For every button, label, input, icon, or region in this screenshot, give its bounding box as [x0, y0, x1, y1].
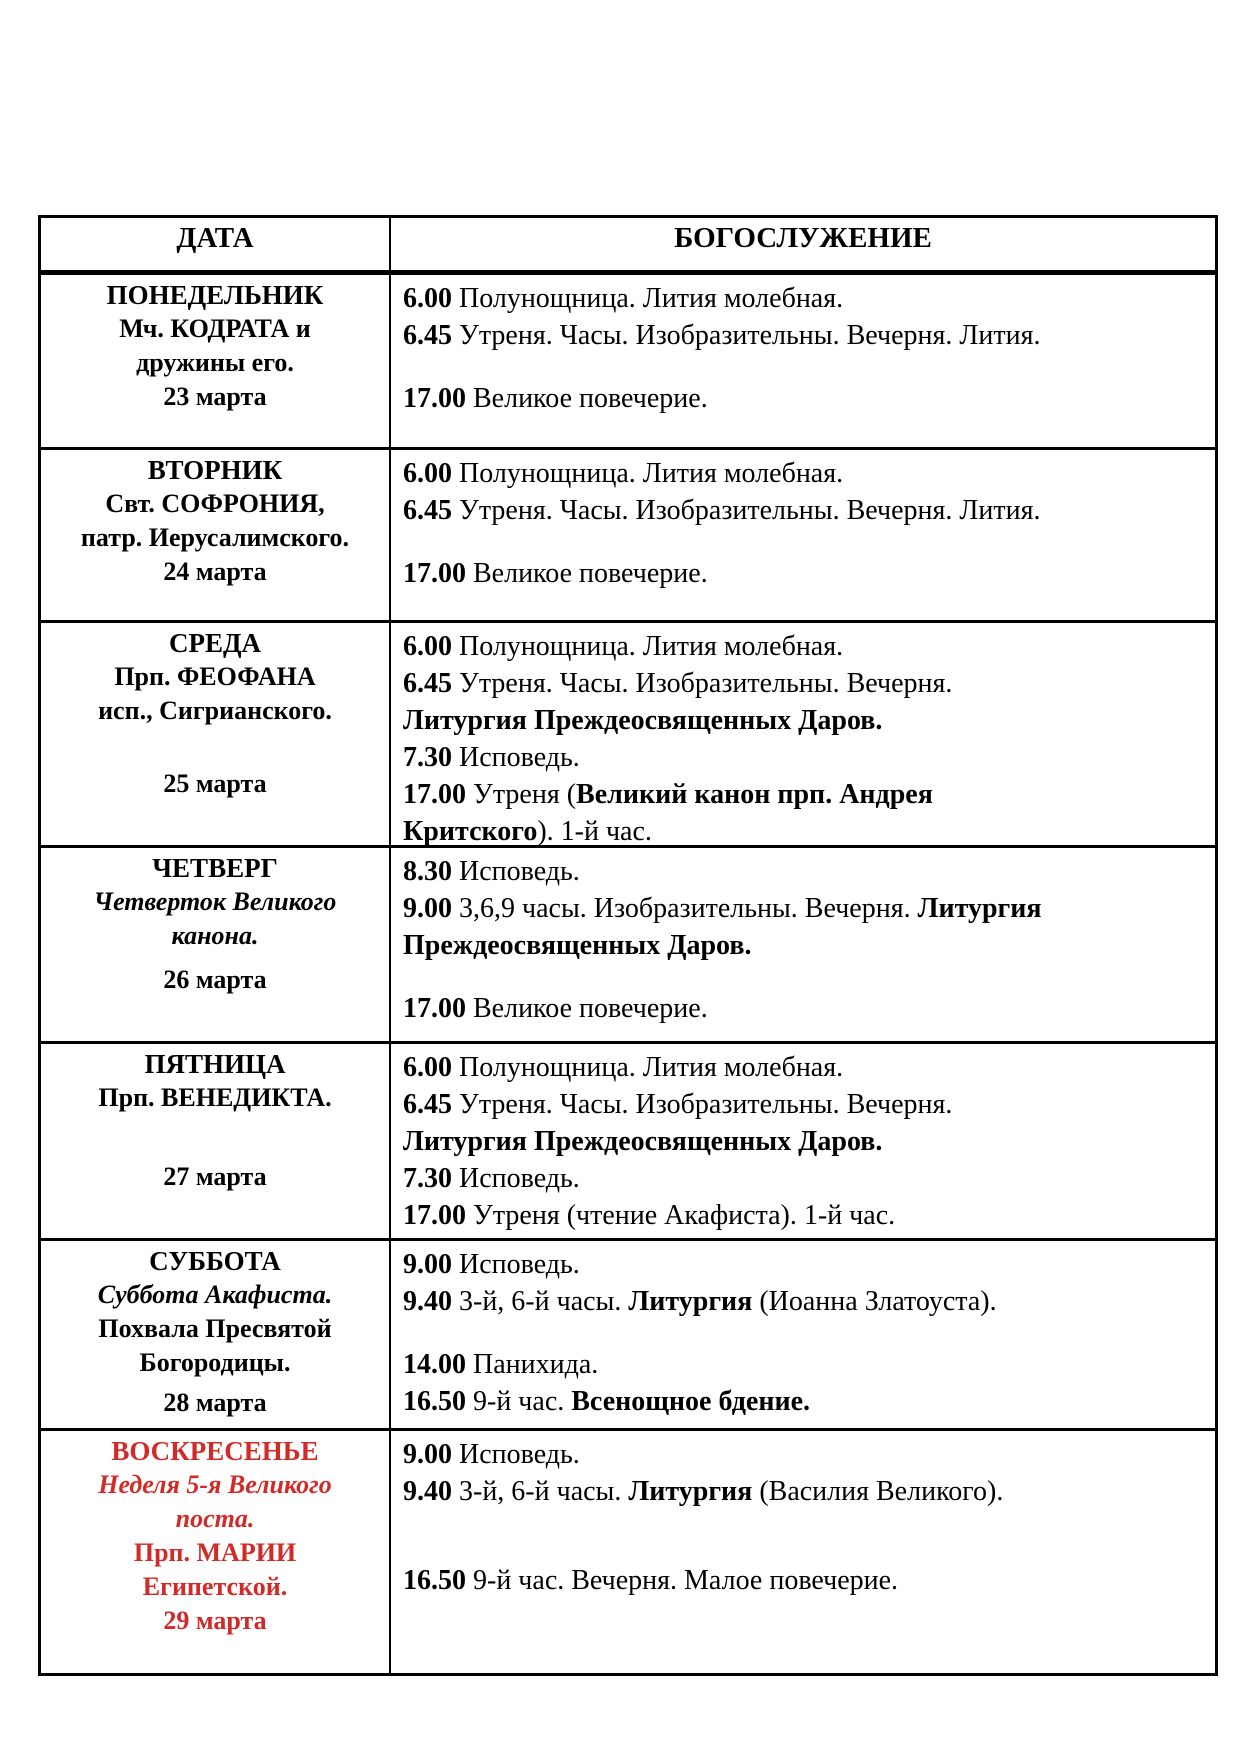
- service-text: Полунощница. Лития молебная.: [452, 458, 844, 489]
- service-time: 6.00: [403, 631, 452, 662]
- service-text: Литургия: [628, 1476, 753, 1507]
- service-time: 17.00: [403, 779, 466, 810]
- service-line: [403, 455, 1205, 492]
- service-time: Преждеосвященных Даров.: [403, 930, 752, 961]
- saint-line: Прп. ВЕНЕДИКТА.: [98, 1083, 332, 1112]
- service-line: [403, 853, 1205, 890]
- services-cell: [391, 1241, 1215, 1428]
- schedule-row: [41, 275, 1215, 450]
- service-text: 3,6,9 часы. Изобразительны. Вечерня.: [452, 893, 918, 924]
- service-time: 9.40: [403, 1476, 452, 1507]
- service-text: Утреня (чтение Акафиста). 1-й час.: [466, 1200, 896, 1231]
- saint-line: Богородицы.: [139, 1348, 291, 1377]
- date-label: 29 марта: [163, 1606, 267, 1635]
- service-text: Полунощница. Лития молебная.: [452, 1052, 844, 1083]
- day-block: [47, 453, 383, 555]
- saint-line: Неделя 5-я Великого: [98, 1470, 332, 1499]
- saint-line: Похвала Пресвятой: [98, 1314, 332, 1343]
- day-block: [47, 278, 383, 380]
- service-text: (Василия Великого).: [752, 1476, 1004, 1507]
- service-line: [403, 1197, 1205, 1234]
- service-text: Полунощница. Лития молебная.: [452, 283, 844, 314]
- service-text: Литургия: [628, 1286, 753, 1317]
- saint-line: Прп. ФЕОФАНА: [114, 662, 316, 691]
- day-name: ПОНЕДЕЛЬНИК: [106, 280, 324, 310]
- service-line: [403, 628, 1205, 665]
- saint-line: патр. Иерусалимского.: [80, 523, 350, 552]
- service-time: 6.45: [403, 668, 452, 699]
- date-label: 28 марта: [163, 1388, 267, 1417]
- saint-line: Четверток Великого: [93, 887, 337, 916]
- day-name: ВОСКРЕСЕНЬЕ: [111, 1436, 319, 1466]
- schedule-row: [41, 848, 1215, 1044]
- service-line: [403, 317, 1205, 354]
- service-text: Исповедь.: [452, 856, 580, 887]
- services-cell: [391, 848, 1215, 1041]
- service-line: [403, 1160, 1205, 1197]
- service-gap: [403, 1510, 1205, 1536]
- day-block: [47, 851, 383, 953]
- schedule-row: [41, 450, 1215, 623]
- schedule-row: [41, 1044, 1215, 1241]
- service-text: ). 1-й час.: [537, 816, 652, 847]
- service-time: 6.00: [403, 458, 452, 489]
- day-name: ПЯТНИЦА: [144, 1049, 286, 1079]
- service-time: Литургия Преждеосвященных Даров.: [403, 1126, 883, 1157]
- service-text: (Иоанна Златоуста).: [752, 1286, 997, 1317]
- service-text: Великий канон прп. Андрея: [576, 779, 933, 810]
- service-time: 16.50: [403, 1565, 466, 1596]
- schedule-row: [41, 1431, 1215, 1673]
- service-line: [403, 776, 1205, 813]
- saint-line: Мч. КОДРАТА и: [119, 314, 311, 343]
- day-block: [47, 626, 383, 728]
- service-line: [403, 665, 1205, 702]
- services-cell: [391, 1431, 1215, 1673]
- service-time: 9.40: [403, 1286, 452, 1317]
- service-gap: [403, 1320, 1205, 1346]
- service-text: Полунощница. Лития молебная.: [452, 631, 844, 662]
- saint-line: канона.: [171, 921, 259, 950]
- service-text: Великое повечерие.: [466, 993, 708, 1024]
- service-line: [403, 702, 1205, 739]
- table-header-row: [41, 218, 1215, 275]
- services-cell: [391, 623, 1215, 845]
- date-cell: [41, 1241, 391, 1428]
- service-time: 6.45: [403, 495, 452, 526]
- service-text: Утреня. Часы. Изобразительны. Вечерня.: [452, 1089, 953, 1120]
- service-line: [403, 492, 1205, 529]
- service-time: 7.30: [403, 742, 452, 773]
- date-label: 27 марта: [163, 1162, 267, 1191]
- service-text: Великое повечерие.: [466, 558, 708, 589]
- service-line: [403, 1123, 1205, 1160]
- service-text: Исповедь.: [452, 1249, 580, 1280]
- service-line: [403, 813, 1205, 850]
- service-text: 9-й час.: [466, 1386, 572, 1417]
- saint-line: Прп. МАРИИ: [133, 1538, 297, 1567]
- services-cell: [391, 1044, 1215, 1238]
- day-name: ЧЕТВЕРГ: [152, 853, 278, 883]
- service-time: 8.30: [403, 856, 452, 887]
- service-text: Панихида.: [466, 1349, 599, 1380]
- date-cell: [41, 1431, 391, 1673]
- service-line: [403, 1246, 1205, 1283]
- service-time: 6.00: [403, 283, 452, 314]
- service-time: 17.00: [403, 558, 466, 589]
- service-gap: [403, 1536, 1205, 1562]
- date-label: 24 марта: [163, 557, 267, 586]
- service-line: [403, 1562, 1205, 1599]
- schedule-table: [38, 215, 1218, 1676]
- service-time: 6.45: [403, 1089, 452, 1120]
- service-text: Утреня (: [466, 779, 577, 810]
- date-label: 26 марта: [163, 965, 267, 994]
- service-time: 9.00: [403, 893, 452, 924]
- service-line: [403, 1383, 1205, 1420]
- service-text: Утреня. Часы. Изобразительны. Вечерня. Лития.: [452, 495, 1041, 526]
- service-text: Всенощное бдение.: [571, 1386, 811, 1417]
- service-text: Утреня. Часы. Изобразительны. Вечерня.: [452, 668, 953, 699]
- saint-line: Суббота Акафиста.: [97, 1280, 333, 1309]
- day-name: ВТОРНИК: [147, 455, 283, 485]
- header-date-column: ДАТА: [41, 218, 391, 270]
- saint-line: Египетской.: [142, 1572, 288, 1601]
- service-line: [403, 1346, 1205, 1383]
- service-text: Великое повечерие.: [466, 383, 708, 414]
- service-time: 16.50: [403, 1386, 466, 1417]
- service-time: 17.00: [403, 993, 466, 1024]
- service-line: [403, 990, 1205, 1027]
- service-gap: [403, 529, 1205, 555]
- date-cell: [41, 848, 391, 1041]
- service-line: [403, 1473, 1205, 1510]
- saint-line: дружины его.: [136, 348, 294, 377]
- date-cell: [41, 275, 391, 447]
- service-text: Исповедь.: [452, 1163, 580, 1194]
- service-text: Литургия: [917, 893, 1042, 924]
- service-time: 7.30: [403, 1163, 452, 1194]
- services-cell: [391, 450, 1215, 620]
- service-line: [403, 739, 1205, 776]
- service-text: Исповедь.: [452, 742, 580, 773]
- service-line: [403, 1049, 1205, 1086]
- service-line: [403, 927, 1205, 964]
- service-time: 9.00: [403, 1439, 452, 1470]
- service-line: [403, 280, 1205, 317]
- service-gap: [403, 964, 1205, 990]
- service-time: 9.00: [403, 1249, 452, 1280]
- service-time: 6.00: [403, 1052, 452, 1083]
- date-label: 23 марта: [163, 382, 267, 411]
- service-time: 14.00: [403, 1349, 466, 1380]
- service-gap: [403, 354, 1205, 380]
- saint-line: Свт. СОФРОНИЯ,: [105, 489, 325, 518]
- service-line: [403, 890, 1205, 927]
- schedule-row: [41, 1241, 1215, 1431]
- service-text: 3-й, 6-й часы.: [452, 1476, 629, 1507]
- service-text: Исповедь.: [452, 1439, 580, 1470]
- service-line: [403, 1283, 1205, 1320]
- header-service-column: БОГОСЛУЖЕНИЕ: [674, 222, 932, 254]
- service-time: Критского: [403, 816, 538, 847]
- service-line: [403, 1436, 1205, 1473]
- date-cell: [41, 623, 391, 845]
- service-line: [403, 1086, 1205, 1123]
- saint-line: поста.: [175, 1504, 255, 1533]
- day-name: СРЕДА: [168, 628, 262, 658]
- date-label: 25 марта: [163, 769, 267, 798]
- table-body: [41, 275, 1215, 1673]
- saint-line: исп., Сигрианского.: [98, 696, 332, 725]
- service-text: 9-й час. Вечерня. Малое повечерие.: [466, 1565, 899, 1596]
- schedule-row: [41, 623, 1215, 848]
- service-time: 6.45: [403, 320, 452, 351]
- date-cell: [41, 1044, 391, 1238]
- day-block: [47, 1244, 383, 1380]
- service-text: 3-й, 6-й часы.: [452, 1286, 629, 1317]
- service-time: 17.00: [403, 383, 466, 414]
- services-cell: [391, 275, 1215, 447]
- date-cell: [41, 450, 391, 620]
- service-line: [403, 380, 1205, 417]
- service-text: Утреня. Часы. Изобразительны. Вечерня. Лития.: [452, 320, 1041, 351]
- service-time: Литургия Преждеосвященных Даров.: [403, 705, 883, 736]
- service-line: [403, 555, 1205, 592]
- day-block: [47, 1434, 383, 1604]
- day-name: СУББОТА: [149, 1246, 281, 1276]
- service-time: 17.00: [403, 1200, 466, 1231]
- day-block: [47, 1047, 383, 1115]
